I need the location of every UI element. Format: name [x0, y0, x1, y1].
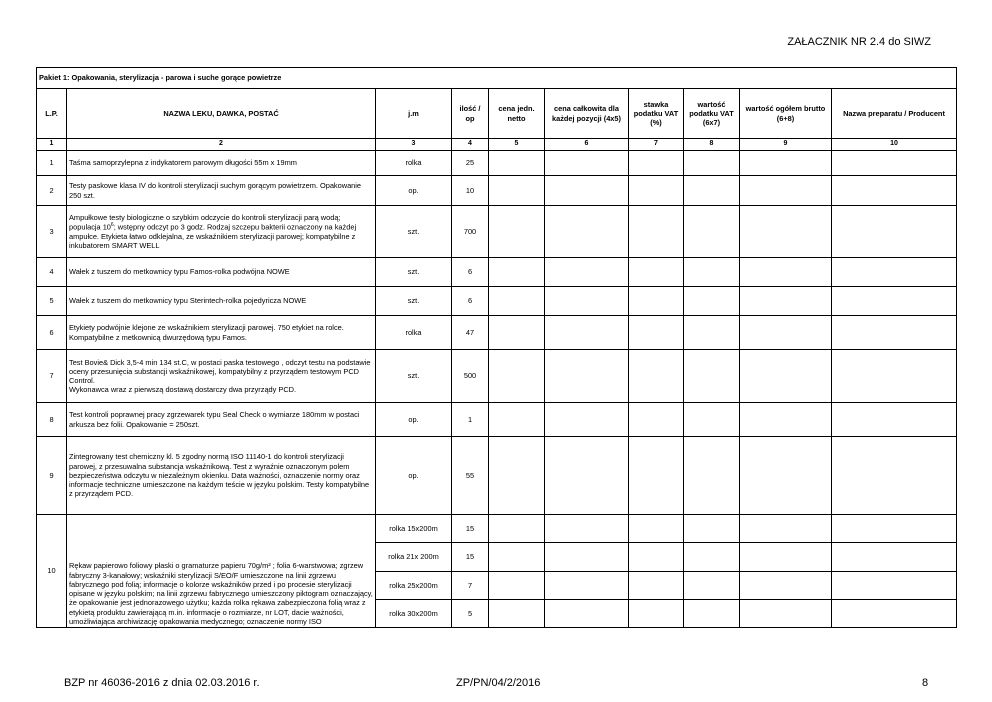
vat-rate-cell[interactable] — [629, 151, 684, 176]
row-unit: szt. — [376, 258, 452, 287]
row-unit: op. — [376, 437, 452, 515]
row-unit: szt. — [376, 206, 452, 258]
table-row — [37, 258, 957, 287]
vat-value-cell[interactable] — [684, 287, 740, 316]
total-price-cell[interactable] — [545, 350, 629, 403]
total-price-cell[interactable] — [545, 206, 629, 258]
row-unit: op. — [376, 176, 452, 206]
vat-value-cell[interactable] — [684, 258, 740, 287]
row-unit: op. — [376, 403, 452, 437]
vat-rate-cell[interactable] — [629, 515, 684, 543]
vat-rate-cell[interactable] — [629, 206, 684, 258]
unit-price-cell[interactable] — [489, 515, 545, 543]
col-number: 1 — [37, 139, 67, 151]
row-qty: 25 — [452, 151, 489, 176]
product-name-cell[interactable] — [832, 403, 957, 437]
unit-price-cell[interactable] — [489, 350, 545, 403]
vat-rate-cell[interactable] — [629, 350, 684, 403]
table-row — [37, 287, 957, 316]
vat-value-cell[interactable] — [684, 515, 740, 543]
product-name-cell[interactable] — [832, 600, 957, 628]
gross-value-cell[interactable] — [740, 437, 832, 515]
row-name: Wałek z tuszem do metkownicy typu Sterintech-rolka pojedyricza NOWE — [67, 287, 376, 316]
unit-price-cell[interactable] — [489, 316, 545, 350]
row-name-part: Wykonawca wraz z pierwszą dostawą dostarczy dwa przyrządy PCD. — [69, 385, 297, 395]
annex-label: ZAŁACZNIK NR 2.4 do SIWZ — [787, 36, 931, 48]
vat-value-cell[interactable] — [684, 176, 740, 206]
product-name-cell[interactable] — [832, 437, 957, 515]
table-row — [37, 206, 957, 258]
row-qty: 15 — [452, 543, 489, 572]
row-name — [67, 206, 376, 258]
col-header: Nazwa preparatu / Producent — [832, 89, 957, 139]
row-qty: 1 — [452, 403, 489, 437]
vat-rate-cell[interactable] — [629, 543, 684, 572]
product-name-cell[interactable] — [832, 572, 957, 600]
row-qty: 47 — [452, 316, 489, 350]
gross-value-cell[interactable] — [740, 403, 832, 437]
vat-value-cell[interactable] — [684, 600, 740, 628]
row-unit: rolka 21x 200m — [376, 543, 452, 572]
row-lp: 4 — [37, 258, 67, 287]
unit-price-cell[interactable] — [489, 600, 545, 628]
row-qty: 6 — [452, 258, 489, 287]
table-row — [37, 350, 957, 403]
row-name: Etykiety podwójnie klejone ze wskaźnikiem sterylizacji parowej. 750 etykiet na rolce. Kompatybilne z metkownicą dwurzędową typu Famos. — [67, 316, 376, 350]
vat-rate-cell[interactable] — [629, 437, 684, 515]
vat-value-cell[interactable] — [684, 437, 740, 515]
table-row — [37, 176, 957, 206]
gross-value-cell[interactable] — [740, 543, 832, 572]
row-name-part: Ampułkowe testy biologiczne o szybkim odczycie do kontroli sterylizacji parą wodą; populacja 10 — [69, 212, 341, 232]
row-name-part: Test Bovie& Dick 3,5-4 min 134 st.C, w postaci paska testowego , odczyt testu na podstawie oceny przesunięcia substancji wskaźnikowej, kompatybilny z przyrządem testowym PCD Control. — [69, 357, 371, 385]
vat-rate-cell[interactable] — [629, 287, 684, 316]
row-name — [67, 350, 376, 403]
product-name-cell[interactable] — [832, 258, 957, 287]
row-name: Testy paskowe klasa IV do kontroli sterylizacji suchym gorącym powietrzem. Opakowanie 250 szt. — [67, 176, 376, 206]
header-row — [37, 89, 957, 139]
row-unit: szt. — [376, 287, 452, 316]
table-row — [37, 515, 957, 543]
total-price-cell[interactable] — [545, 287, 629, 316]
unit-price-cell[interactable] — [489, 572, 545, 600]
unit-price-cell[interactable] — [489, 403, 545, 437]
product-name-cell[interactable] — [832, 206, 957, 258]
unit-price-cell[interactable] — [489, 206, 545, 258]
row-qty: 10 — [452, 176, 489, 206]
row-qty: 15 — [452, 515, 489, 543]
total-price-cell[interactable] — [545, 316, 629, 350]
gross-value-cell[interactable] — [740, 572, 832, 600]
row-name-part: ; wstępny odczyt po 3 godz. Rodzaj szczepu bakterii oznaczony na każdej ampułce. Etykieta łatwo odklejalna, ze wskaźnikiem sterylizacji parowej; kompatybilne z inkubatorem SMART WELL — [69, 222, 357, 250]
row-lp: 10 — [37, 515, 67, 628]
col-header: j.m — [376, 89, 452, 139]
footer-reference: ZP/PN/04/2/2016 — [456, 677, 541, 689]
vat-rate-cell[interactable] — [629, 600, 684, 628]
row-name: Zintegrowany test chemiczny kl. 5 zgodny normą ISO 11140-1 do kontroli sterylizacji parowej, z przesuwalna substancja wskaźnikową. Test z wyraźnie oznaczonym polem bezpieczeństwa odczytu w niezależnym okienku. Data ważności, oznaczenie normy oraz informacje techniczne umieszczone na każdym teście w języku polskim. Testy kompatybilne z przyrządem PCD. — [67, 437, 376, 515]
page-number: 8 — [922, 677, 929, 689]
row-lp: 9 — [37, 437, 67, 515]
table-row — [37, 437, 957, 515]
row-qty: 55 — [452, 437, 489, 515]
unit-price-cell[interactable] — [489, 151, 545, 176]
product-name-cell[interactable] — [832, 316, 957, 350]
row-lp: 5 — [37, 287, 67, 316]
row-qty: 6 — [452, 287, 489, 316]
price-table — [36, 67, 957, 628]
col-header: wartość podatku VAT (6x7) — [684, 89, 740, 139]
table-row — [37, 403, 957, 437]
row-name: Rękaw papierowo foliowy płaski o gramaturze papieru 70g/m² ; folia 6-warstwowa; zgrzew fabryczny 3-kanałowy; wskaźniki sterylizacji S/EO/F umieszczone na linii zgrzewu fabrycznego pod folią; informacje o kolorze wskaźników przed i po procesie sterylizacji opisane w języku polskim; na linii zgrzewu fabrycznego umieszczony piktogram oznaczający, że opakowanie jest jednorazowego użytku; każda rolka rękawa zabezpieczona folią wraz z etykietą produktu zawierającą m.in. informacje o rozmiarze, nr LOT, dacie ważności, umożliwiająca archiwizację opakowania medycznego; oznaczenie normy ISO — [67, 515, 376, 628]
total-price-cell[interactable] — [545, 176, 629, 206]
unit-price-cell[interactable] — [489, 543, 545, 572]
product-name-cell[interactable] — [832, 350, 957, 403]
vat-rate-cell[interactable] — [629, 176, 684, 206]
vat-rate-cell[interactable] — [629, 403, 684, 437]
vat-value-cell[interactable] — [684, 403, 740, 437]
gross-value-cell[interactable] — [740, 206, 832, 258]
gross-value-cell[interactable] — [740, 287, 832, 316]
unit-price-cell[interactable] — [489, 437, 545, 515]
gross-value-cell[interactable] — [740, 151, 832, 176]
package-title: Pakiet 1: Opakowania, sterylizacja - parowa i suche gorące powietrze — [37, 68, 957, 89]
col-header: cena jedn. netto — [489, 89, 545, 139]
row-name: Test kontroli poprawnej pracy zgrzewarek typu Seal Check o wymiarze 180mm w postaci arkusza bez folii. Opakowanie = 250szt. — [67, 403, 376, 437]
total-price-cell[interactable] — [545, 151, 629, 176]
row-unit: rolka 25x200m — [376, 572, 452, 600]
vat-value-cell[interactable] — [684, 151, 740, 176]
col-number: 5 — [489, 139, 545, 151]
gross-value-cell[interactable] — [740, 515, 832, 543]
row-lp: 7 — [37, 350, 67, 403]
total-price-cell[interactable] — [545, 572, 629, 600]
vat-value-cell[interactable] — [684, 316, 740, 350]
row-lp: 8 — [37, 403, 67, 437]
vat-value-cell[interactable] — [684, 206, 740, 258]
product-name-cell[interactable] — [832, 543, 957, 572]
row-unit: rolka 30x200m — [376, 600, 452, 628]
col-number: 8 — [684, 139, 740, 151]
col-header: stawka podatku VAT (%) — [629, 89, 684, 139]
vat-value-cell[interactable] — [684, 572, 740, 600]
table-row — [37, 316, 957, 350]
gross-value-cell[interactable] — [740, 350, 832, 403]
unit-price-cell[interactable] — [489, 176, 545, 206]
vat-rate-cell[interactable] — [629, 572, 684, 600]
unit-price-cell[interactable] — [489, 287, 545, 316]
vat-rate-cell[interactable] — [629, 316, 684, 350]
row-qty: 700 — [452, 206, 489, 258]
product-name-cell[interactable] — [832, 287, 957, 316]
gross-value-cell[interactable] — [740, 316, 832, 350]
col-number: 7 — [629, 139, 684, 151]
row-qty: 7 — [452, 572, 489, 600]
row-lp: 6 — [37, 316, 67, 350]
row-unit: szt. — [376, 350, 452, 403]
row-name: Taśma samoprzylepna z indykatorem parowym długości 55m x 19mm — [67, 151, 376, 176]
vat-rate-cell[interactable] — [629, 258, 684, 287]
col-number: 4 — [452, 139, 489, 151]
gross-value-cell[interactable] — [740, 258, 832, 287]
product-name-cell[interactable] — [832, 151, 957, 176]
row-unit: rolka — [376, 316, 452, 350]
row-name: Wałek z tuszem do metkownicy typu Famos-rolka podwójna NOWE — [67, 258, 376, 287]
table-row — [37, 151, 957, 176]
row-lp: 2 — [37, 176, 67, 206]
col-header: ilość / op — [452, 89, 489, 139]
product-name-cell[interactable] — [832, 515, 957, 543]
total-price-cell[interactable] — [545, 437, 629, 515]
col-header: wartość ogółem brutto (6+8) — [740, 89, 832, 139]
row-qty: 500 — [452, 350, 489, 403]
gross-value-cell[interactable] — [740, 176, 832, 206]
total-price-cell[interactable] — [545, 600, 629, 628]
col-number: 9 — [740, 139, 832, 151]
col-number: 6 — [545, 139, 629, 151]
row-qty: 5 — [452, 600, 489, 628]
row-lp: 3 — [37, 206, 67, 258]
row-unit: rolka 15x200m — [376, 515, 452, 543]
total-price-cell[interactable] — [545, 258, 629, 287]
col-number: 10 — [832, 139, 957, 151]
col-header: cena całkowita dla każdej pozycji (4x5) — [545, 89, 629, 139]
row-name-superscript: 6 — [110, 222, 114, 229]
col-header: NAZWA LEKU, DAWKA, POSTAĆ — [67, 89, 376, 139]
product-name-cell[interactable] — [832, 176, 957, 206]
total-price-cell[interactable] — [545, 515, 629, 543]
vat-value-cell[interactable] — [684, 543, 740, 572]
gross-value-cell[interactable] — [740, 600, 832, 628]
vat-value-cell[interactable] — [684, 350, 740, 403]
col-number: 2 — [67, 139, 376, 151]
footer-bzp: BZP nr 46036-2016 z dnia 02.03.2016 r. — [64, 677, 260, 689]
row-unit: rolka — [376, 151, 452, 176]
col-number: 3 — [376, 139, 452, 151]
total-price-cell[interactable] — [545, 403, 629, 437]
total-price-cell[interactable] — [545, 543, 629, 572]
column-number-row — [37, 139, 957, 151]
row-lp: 1 — [37, 151, 67, 176]
col-header: L.P. — [37, 89, 67, 139]
unit-price-cell[interactable] — [489, 258, 545, 287]
